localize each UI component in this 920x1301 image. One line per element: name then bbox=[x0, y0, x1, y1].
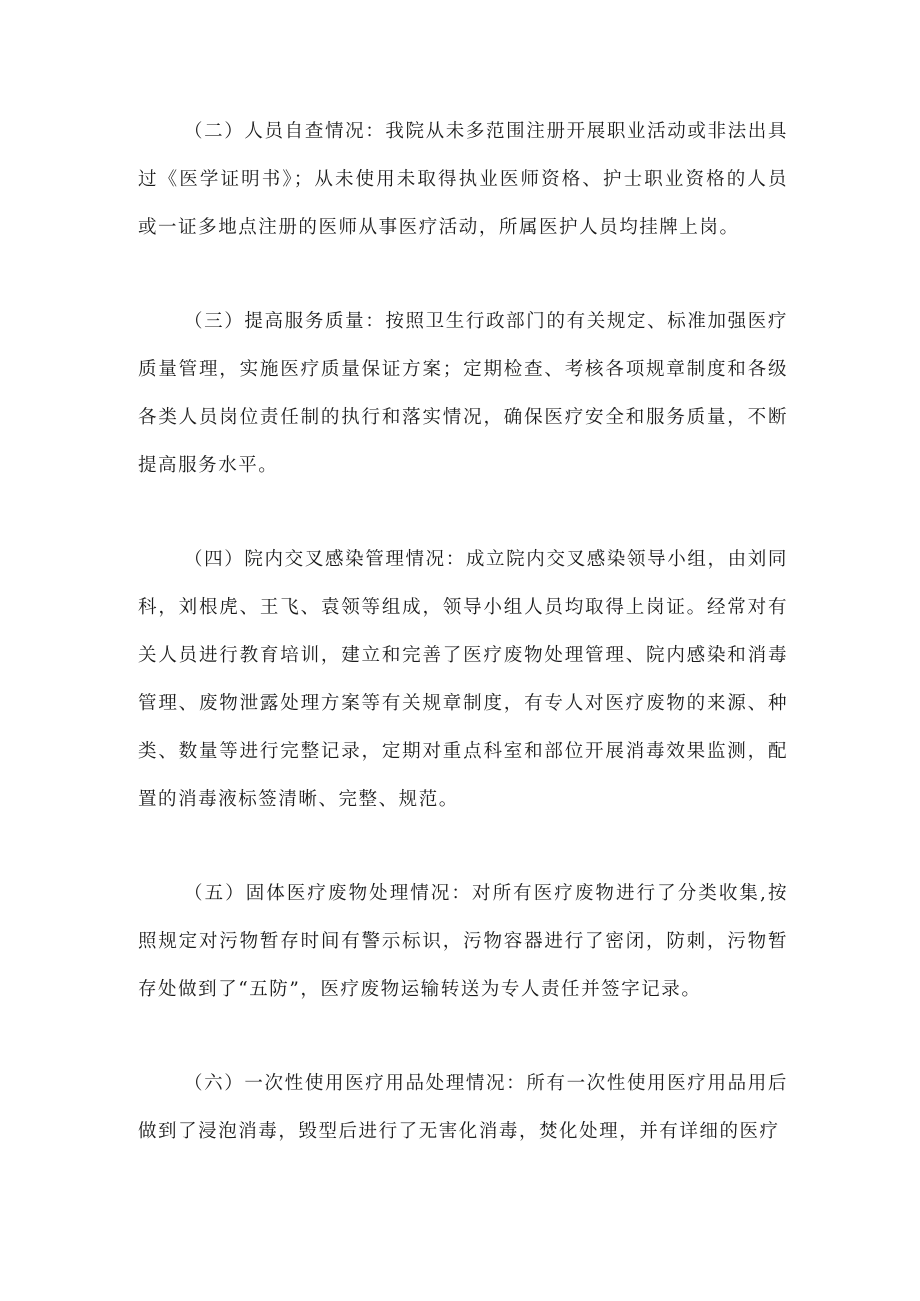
paragraph-disposable-supplies: （六）一次性使用医疗用品处理情况：所有一次性使用医疗用品用后做到了浸泡消毒，毁型后进行了无害化消毒，焚化处理，并有详细的医疗 bbox=[138, 1073, 788, 1142]
paragraph-personnel-self-check: （二）人员自查情况：我院从未多范围注册开展职业活动或非法出具过《医学证明书》；从未使用未取得执业医师资格、护士职业资格的人员或一证多地点注册的医师从事医疗活动，所属医护人员均挂牌上岗。 bbox=[138, 121, 788, 238]
paragraph-service-quality: （三）提高服务质量：按照卫生行政部门的有关规定、标准加强医疗质量管理，实施医疗质量保证方案；定期检查、考核各项规章制度和各级各类人员岗位责任制的执行和落实情况，确保医疗安全和服务质量，不断提高服务水平。 bbox=[138, 311, 788, 476]
paragraph-cross-infection: （四）院内交叉感染管理情况：成立院内交叉感染领导小组，由刘同科，刘根虎、王飞、袁领等组成，领导小组人员均取得上岗证。经常对有关人员进行教育培训，建立和完善了医疗废物处理管理、院内感染和消毒管理、废物泄露处理方案等有关规章制度，有专人对医疗废物的来源、种类、数量等进行完整记录，定期对重点科室和部位开展消毒效果监测，配置的消毒液标签清晰、完整、规范。 bbox=[138, 549, 788, 810]
paragraph-solid-waste: （五）固体医疗废物处理情况：对所有医疗废物进行了分类收集,按照规定对污物暂存时间有警示标识，污物容器进行了密闭，防刺，污物暂存处做到了“五防”，医疗废物运输转送为专人责任并签字记录。 bbox=[138, 883, 788, 1000]
